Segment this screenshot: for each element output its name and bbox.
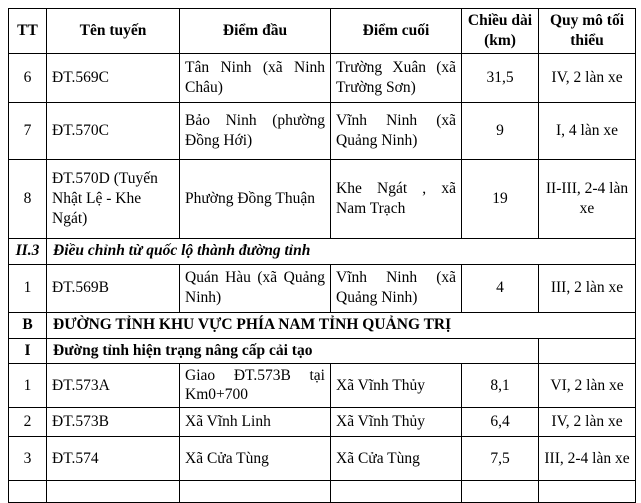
- cell-section-number: I: [9, 338, 47, 363]
- cell-tt: 3: [9, 437, 47, 481]
- empty-cell: [462, 481, 539, 503]
- cell-end-point: Vĩnh Ninh (xã Quảng Ninh): [331, 102, 462, 159]
- table-row: [9, 408, 636, 437]
- cell-section-number: B: [9, 312, 47, 338]
- partial-row: [9, 481, 636, 503]
- header-row: [9, 9, 636, 54]
- section-row: [9, 338, 636, 363]
- table-row: [9, 437, 636, 481]
- cell-route-name: ĐT.573A: [47, 363, 180, 408]
- col-header-start-point: Điểm đầu: [180, 9, 331, 54]
- cell-end-point: Trường Xuân (xã Trường Sơn): [331, 53, 462, 102]
- cell-min-scale: IV, 2 làn xe: [539, 53, 636, 102]
- cell-end-point: Khe Ngát , xã Nam Trạch: [331, 159, 462, 238]
- cell-end-point: Xã Vĩnh Thủy: [331, 408, 462, 437]
- cell-min-scale: III, 2-4 làn xe: [539, 437, 636, 481]
- cell-route-name: ĐT.574: [47, 437, 180, 481]
- cell-length: 8,1: [462, 363, 539, 408]
- cell-section-title: ĐƯỜNG TỈNH KHU VỰC PHÍA NAM TỈNH QUẢNG TRỊ: [47, 312, 636, 338]
- cell-start-point: Tân Ninh (xã Ninh Châu): [180, 53, 331, 102]
- cell-tt: 6: [9, 53, 47, 102]
- cell-route-name: ĐT.573B: [47, 408, 180, 437]
- empty-cell: [539, 338, 636, 363]
- cell-tt: 1: [9, 363, 47, 408]
- cell-length: 9: [462, 102, 539, 159]
- cell-route-name: ĐT.569B: [47, 264, 180, 312]
- cell-length: 7,5: [462, 437, 539, 481]
- cell-start-point: Quán Hàu (xã Quảng Ninh): [180, 264, 331, 312]
- road-table: [8, 8, 636, 503]
- cell-length: 19: [462, 159, 539, 238]
- cell-end-point: Xã Vĩnh Thủy: [331, 363, 462, 408]
- cell-length: 31,5: [462, 53, 539, 102]
- table-row: [9, 102, 636, 159]
- cell-end-point: Xã Cửa Tùng: [331, 437, 462, 481]
- section-row: [9, 238, 636, 264]
- cell-min-scale: III, 2 làn xe: [539, 264, 636, 312]
- cell-min-scale: II-III, 2-4 làn xe: [539, 159, 636, 238]
- empty-cell: [331, 481, 462, 503]
- cell-length: 4: [462, 264, 539, 312]
- col-header-length: Chiều dài (km): [462, 9, 539, 54]
- cell-start-point: Giao ĐT.573B tại Km0+700: [180, 363, 331, 408]
- empty-cell: [9, 481, 47, 503]
- cell-section-title: Điều chỉnh từ quốc lộ thành đường tỉnh: [47, 238, 636, 264]
- cell-tt: 8: [9, 159, 47, 238]
- cell-tt: 2: [9, 408, 47, 437]
- table-row: [9, 159, 636, 238]
- table-row: [9, 363, 636, 408]
- cell-route-name: ĐT.570C: [47, 102, 180, 159]
- cell-route-name: ĐT.570D (Tuyến Nhật Lệ - Khe Ngát): [47, 159, 180, 238]
- cell-section-number: II.3: [9, 238, 47, 264]
- section-row: [9, 312, 636, 338]
- cell-tt: 1: [9, 264, 47, 312]
- cell-start-point: Xã Cửa Tùng: [180, 437, 331, 481]
- empty-cell: [539, 481, 636, 503]
- col-header-route-name: Tên tuyến: [47, 9, 180, 54]
- cell-length: 6,4: [462, 408, 539, 437]
- table-row: [9, 53, 636, 102]
- cell-route-name: ĐT.569C: [47, 53, 180, 102]
- cell-min-scale: I, 4 làn xe: [539, 102, 636, 159]
- cell-min-scale: IV, 2 làn xe: [539, 408, 636, 437]
- cell-start-point: Xã Vĩnh Linh: [180, 408, 331, 437]
- col-header-end-point: Điểm cuối: [331, 9, 462, 54]
- col-header-min-scale: Quy mô tối thiểu: [539, 9, 636, 54]
- cell-min-scale: VI, 2 làn xe: [539, 363, 636, 408]
- cell-end-point: Vĩnh Ninh (xã Quảng Ninh): [331, 264, 462, 312]
- table-row: [9, 264, 636, 312]
- col-header-tt: TT: [9, 9, 47, 54]
- empty-cell: [180, 481, 331, 503]
- empty-cell: [47, 481, 180, 503]
- cell-tt: 7: [9, 102, 47, 159]
- cell-start-point: Bảo Ninh (phường Đồng Hới): [180, 102, 331, 159]
- cell-section-title: Đường tỉnh hiện trạng nâng cấp cải tạo: [47, 338, 539, 363]
- cell-start-point: Phường Đồng Thuận: [180, 159, 331, 238]
